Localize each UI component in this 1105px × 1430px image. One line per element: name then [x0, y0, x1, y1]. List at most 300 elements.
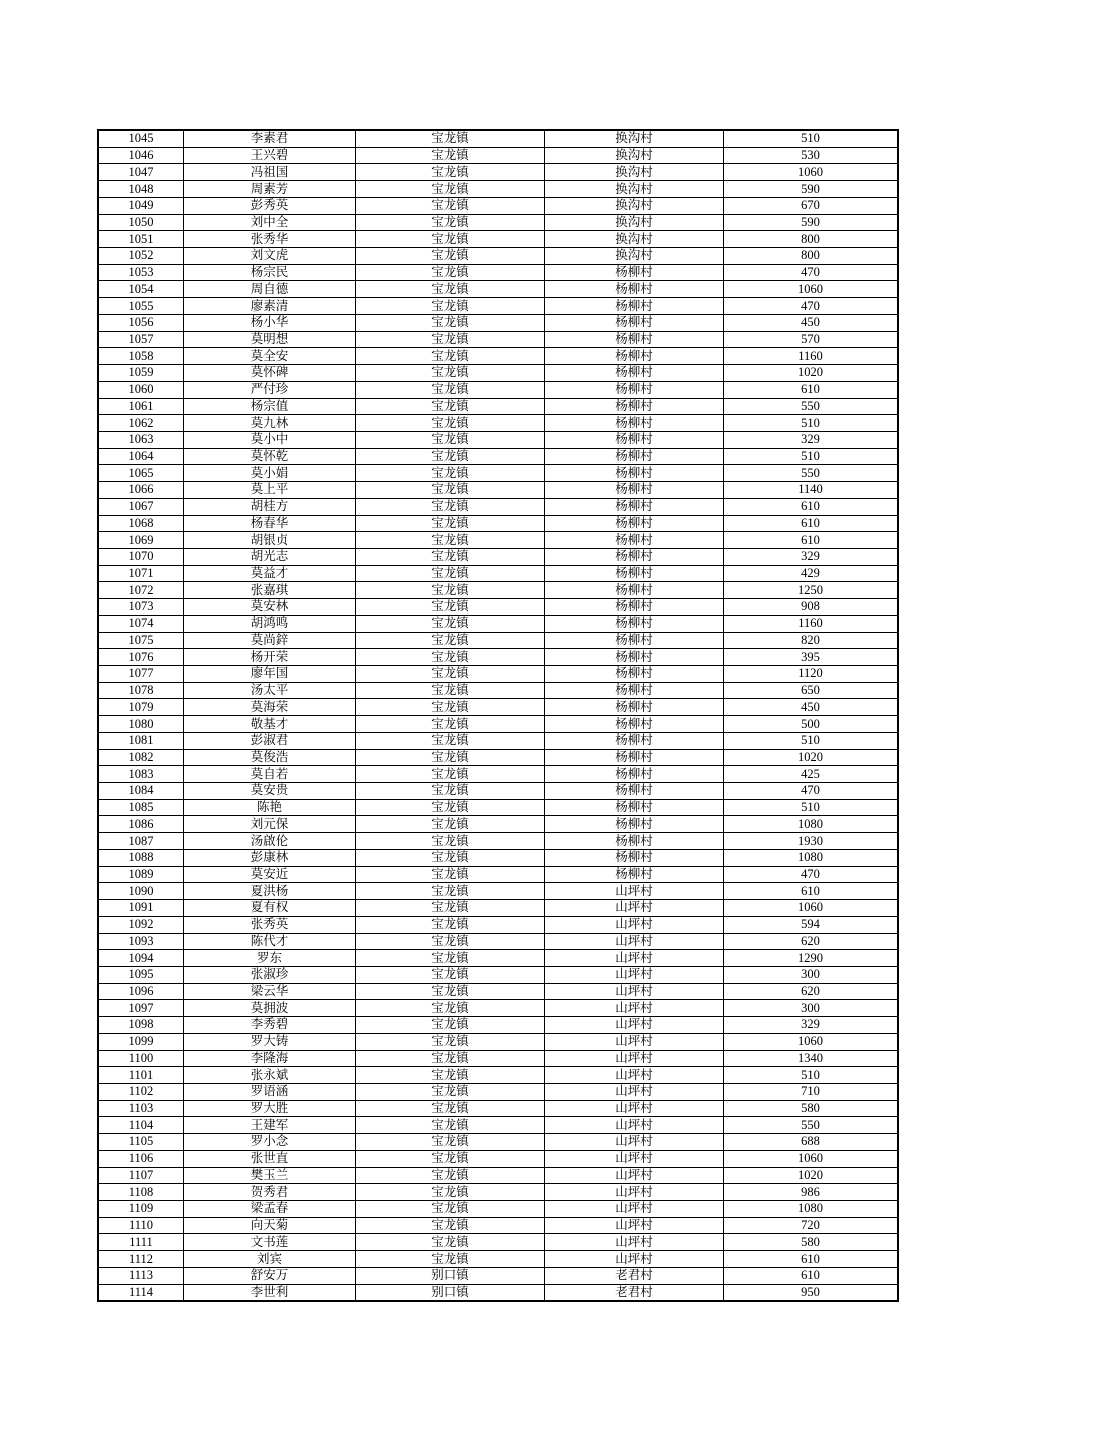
table-row — [98, 532, 898, 549]
village-cell: 山坪村 — [545, 1184, 724, 1201]
village-cell: 杨柳村 — [545, 348, 724, 365]
amount-cell: 620 — [724, 983, 899, 1000]
row-number-cell: 1068 — [98, 515, 184, 532]
row-number-cell: 1088 — [98, 849, 184, 866]
amount-cell: 580 — [724, 1234, 899, 1251]
name-cell: 罗大胜 — [184, 1100, 356, 1117]
row-number-cell: 1054 — [98, 281, 184, 298]
amount-cell: 1060 — [724, 900, 899, 917]
name-cell: 贺秀君 — [184, 1184, 356, 1201]
amount-cell: 510 — [724, 732, 899, 749]
table-row — [98, 682, 898, 699]
amount-cell: 329 — [724, 1017, 899, 1034]
town-cell: 宝龙镇 — [356, 749, 545, 766]
row-number-cell: 1053 — [98, 264, 184, 281]
village-cell: 山坪村 — [545, 983, 724, 1000]
village-cell: 杨柳村 — [545, 682, 724, 699]
name-cell: 刘中全 — [184, 214, 356, 231]
village-cell: 山坪村 — [545, 883, 724, 900]
table-row — [98, 716, 898, 733]
amount-cell: 510 — [724, 415, 899, 432]
name-cell: 杨宗值 — [184, 398, 356, 415]
table-row — [98, 649, 898, 666]
table-row — [98, 1117, 898, 1134]
table-row — [98, 666, 898, 683]
amount-cell: 470 — [724, 783, 899, 800]
name-cell: 杨春华 — [184, 515, 356, 532]
town-cell: 宝龙镇 — [356, 281, 545, 298]
village-cell: 杨柳村 — [545, 498, 724, 515]
name-cell: 莫自若 — [184, 766, 356, 783]
row-number-cell: 1056 — [98, 314, 184, 331]
village-cell: 山坪村 — [545, 1100, 724, 1117]
name-cell: 李世利 — [184, 1284, 356, 1301]
table-row — [98, 565, 898, 582]
amount-cell: 470 — [724, 866, 899, 883]
table-row — [98, 866, 898, 883]
name-cell: 向天菊 — [184, 1217, 356, 1234]
village-cell: 山坪村 — [545, 950, 724, 967]
town-cell: 宝龙镇 — [356, 632, 545, 649]
table-row — [98, 1100, 898, 1117]
row-number-cell: 1060 — [98, 381, 184, 398]
town-cell: 宝龙镇 — [356, 365, 545, 382]
name-cell: 罗语涵 — [184, 1083, 356, 1100]
amount-cell: 1020 — [724, 365, 899, 382]
town-cell: 宝龙镇 — [356, 498, 545, 515]
row-number-cell: 1052 — [98, 248, 184, 265]
row-number-cell: 1073 — [98, 599, 184, 616]
amount-cell: 1020 — [724, 749, 899, 766]
name-cell: 杨小华 — [184, 314, 356, 331]
town-cell: 宝龙镇 — [356, 1050, 545, 1067]
row-number-cell: 1092 — [98, 916, 184, 933]
village-cell: 杨柳村 — [545, 482, 724, 499]
name-cell: 张秀华 — [184, 231, 356, 248]
town-cell: 宝龙镇 — [356, 1251, 545, 1268]
village-cell: 换沟村 — [545, 181, 724, 198]
row-number-cell: 1085 — [98, 799, 184, 816]
village-cell: 杨柳村 — [545, 398, 724, 415]
town-cell: 别口镇 — [356, 1284, 545, 1301]
name-cell: 汤太平 — [184, 682, 356, 699]
amount-cell: 395 — [724, 649, 899, 666]
table-row — [98, 632, 898, 649]
town-cell: 宝龙镇 — [356, 716, 545, 733]
town-cell: 宝龙镇 — [356, 1134, 545, 1151]
row-number-cell: 1077 — [98, 666, 184, 683]
name-cell: 彭秀英 — [184, 197, 356, 214]
town-cell: 宝龙镇 — [356, 1184, 545, 1201]
village-cell: 杨柳村 — [545, 448, 724, 465]
town-cell: 宝龙镇 — [356, 415, 545, 432]
table-row — [98, 465, 898, 482]
table-row — [98, 1134, 898, 1151]
town-cell: 宝龙镇 — [356, 699, 545, 716]
town-cell: 宝龙镇 — [356, 298, 545, 315]
row-number-cell: 1074 — [98, 615, 184, 632]
row-number-cell: 1084 — [98, 783, 184, 800]
table-row — [98, 916, 898, 933]
name-cell: 罗大铸 — [184, 1033, 356, 1050]
town-cell: 宝龙镇 — [356, 164, 545, 181]
town-cell: 宝龙镇 — [356, 1100, 545, 1117]
town-cell: 宝龙镇 — [356, 682, 545, 699]
amount-cell: 470 — [724, 298, 899, 315]
table-row — [98, 498, 898, 515]
amount-cell: 590 — [724, 181, 899, 198]
name-cell: 杨宗民 — [184, 264, 356, 281]
village-cell: 山坪村 — [545, 933, 724, 950]
village-cell: 杨柳村 — [545, 749, 724, 766]
row-number-cell: 1111 — [98, 1234, 184, 1251]
row-number-cell: 1087 — [98, 833, 184, 850]
table-body — [98, 130, 898, 1301]
village-cell: 杨柳村 — [545, 666, 724, 683]
amount-cell: 720 — [724, 1217, 899, 1234]
town-cell: 宝龙镇 — [356, 248, 545, 265]
town-cell: 宝龙镇 — [356, 1234, 545, 1251]
amount-cell: 594 — [724, 916, 899, 933]
amount-cell: 650 — [724, 682, 899, 699]
name-cell: 周素芳 — [184, 181, 356, 198]
table-row — [98, 1201, 898, 1218]
village-cell: 杨柳村 — [545, 649, 724, 666]
row-number-cell: 1082 — [98, 749, 184, 766]
table-row — [98, 164, 898, 181]
row-number-cell: 1098 — [98, 1017, 184, 1034]
table-row — [98, 431, 898, 448]
amount-cell: 500 — [724, 716, 899, 733]
town-cell: 宝龙镇 — [356, 214, 545, 231]
table-row — [98, 1067, 898, 1084]
row-number-cell: 1103 — [98, 1100, 184, 1117]
town-cell: 宝龙镇 — [356, 1033, 545, 1050]
name-cell: 莫小中 — [184, 431, 356, 448]
town-cell: 宝龙镇 — [356, 933, 545, 950]
name-cell: 杨开荣 — [184, 649, 356, 666]
town-cell: 宝龙镇 — [356, 783, 545, 800]
name-cell: 严付珍 — [184, 381, 356, 398]
table-row — [98, 181, 898, 198]
table-row — [98, 264, 898, 281]
amount-cell: 470 — [724, 264, 899, 281]
table-row — [98, 599, 898, 616]
amount-cell: 510 — [724, 1067, 899, 1084]
amount-cell: 425 — [724, 766, 899, 783]
table-row — [98, 983, 898, 1000]
row-number-cell: 1083 — [98, 766, 184, 783]
table-row — [98, 950, 898, 967]
village-cell: 山坪村 — [545, 1134, 724, 1151]
table-row — [98, 883, 898, 900]
town-cell: 宝龙镇 — [356, 147, 545, 164]
town-cell: 宝龙镇 — [356, 465, 545, 482]
amount-cell: 300 — [724, 1000, 899, 1017]
row-number-cell: 1093 — [98, 933, 184, 950]
name-cell: 梁云华 — [184, 983, 356, 1000]
name-cell: 莫安林 — [184, 599, 356, 616]
village-cell: 山坪村 — [545, 1017, 724, 1034]
amount-cell: 1160 — [724, 348, 899, 365]
name-cell: 李秀碧 — [184, 1017, 356, 1034]
table-row — [98, 298, 898, 315]
town-cell: 宝龙镇 — [356, 1167, 545, 1184]
row-number-cell: 1089 — [98, 866, 184, 883]
amount-cell: 1250 — [724, 582, 899, 599]
village-cell: 老君村 — [545, 1267, 724, 1284]
amount-cell: 510 — [724, 448, 899, 465]
village-cell: 杨柳村 — [545, 632, 724, 649]
table-row — [98, 582, 898, 599]
row-number-cell: 1075 — [98, 632, 184, 649]
town-cell: 宝龙镇 — [356, 181, 545, 198]
row-number-cell: 1102 — [98, 1083, 184, 1100]
village-cell: 杨柳村 — [545, 716, 724, 733]
village-cell: 山坪村 — [545, 1083, 724, 1100]
village-cell: 老君村 — [545, 1284, 724, 1301]
name-cell: 夏洪杨 — [184, 883, 356, 900]
town-cell: 宝龙镇 — [356, 900, 545, 917]
table-row — [98, 248, 898, 265]
town-cell: 宝龙镇 — [356, 883, 545, 900]
table-row — [98, 1000, 898, 1017]
row-number-cell: 1072 — [98, 582, 184, 599]
table-row — [98, 1083, 898, 1100]
table-row — [98, 615, 898, 632]
amount-cell: 329 — [724, 431, 899, 448]
village-cell: 杨柳村 — [545, 849, 724, 866]
row-number-cell: 1095 — [98, 966, 184, 983]
village-cell: 杨柳村 — [545, 833, 724, 850]
row-number-cell: 1069 — [98, 532, 184, 549]
amount-cell: 610 — [724, 883, 899, 900]
town-cell: 宝龙镇 — [356, 849, 545, 866]
name-cell: 彭淑君 — [184, 732, 356, 749]
name-cell: 樊玉兰 — [184, 1167, 356, 1184]
name-cell: 汤啟伦 — [184, 833, 356, 850]
table-row — [98, 381, 898, 398]
name-cell: 胡桂方 — [184, 498, 356, 515]
table-row — [98, 732, 898, 749]
town-cell: 宝龙镇 — [356, 448, 545, 465]
village-cell: 杨柳村 — [545, 816, 724, 833]
amount-cell: 450 — [724, 314, 899, 331]
village-cell: 山坪村 — [545, 966, 724, 983]
name-cell: 廖年国 — [184, 666, 356, 683]
name-cell: 刘元保 — [184, 816, 356, 833]
town-cell: 宝龙镇 — [356, 833, 545, 850]
town-cell: 宝龙镇 — [356, 348, 545, 365]
village-cell: 杨柳村 — [545, 783, 724, 800]
town-cell: 宝龙镇 — [356, 515, 545, 532]
name-cell: 陈艳 — [184, 799, 356, 816]
table-row — [98, 1167, 898, 1184]
name-cell: 廖素清 — [184, 298, 356, 315]
amount-cell: 610 — [724, 532, 899, 549]
row-number-cell: 1086 — [98, 816, 184, 833]
town-cell: 宝龙镇 — [356, 666, 545, 683]
name-cell: 文书莲 — [184, 1234, 356, 1251]
name-cell: 舒安万 — [184, 1267, 356, 1284]
village-cell: 杨柳村 — [545, 582, 724, 599]
name-cell: 莫怀碑 — [184, 365, 356, 382]
name-cell: 张永斌 — [184, 1067, 356, 1084]
town-cell: 宝龙镇 — [356, 1217, 545, 1234]
table-row — [98, 1017, 898, 1034]
table-row — [98, 966, 898, 983]
town-cell: 宝龙镇 — [356, 1150, 545, 1167]
town-cell: 宝龙镇 — [356, 1117, 545, 1134]
village-cell: 换沟村 — [545, 231, 724, 248]
amount-cell: 590 — [724, 214, 899, 231]
row-number-cell: 1079 — [98, 699, 184, 716]
row-number-cell: 1081 — [98, 732, 184, 749]
town-cell: 宝龙镇 — [356, 398, 545, 415]
data-table — [97, 129, 899, 1302]
name-cell: 梁孟春 — [184, 1201, 356, 1218]
table-row — [98, 214, 898, 231]
town-cell: 宝龙镇 — [356, 599, 545, 616]
row-number-cell: 1109 — [98, 1201, 184, 1218]
village-cell: 杨柳村 — [545, 599, 724, 616]
row-number-cell: 1070 — [98, 548, 184, 565]
town-cell: 宝龙镇 — [356, 1083, 545, 1100]
amount-cell: 1060 — [724, 1033, 899, 1050]
row-number-cell: 1055 — [98, 298, 184, 315]
table-row — [98, 515, 898, 532]
village-cell: 杨柳村 — [545, 431, 724, 448]
amount-cell: 510 — [724, 799, 899, 816]
row-number-cell: 1065 — [98, 465, 184, 482]
name-cell: 李素君 — [184, 130, 356, 147]
row-number-cell: 1091 — [98, 900, 184, 917]
town-cell: 宝龙镇 — [356, 966, 545, 983]
row-number-cell: 1108 — [98, 1184, 184, 1201]
name-cell: 王兴碧 — [184, 147, 356, 164]
row-number-cell: 1097 — [98, 1000, 184, 1017]
village-cell: 山坪村 — [545, 1251, 724, 1268]
village-cell: 杨柳村 — [545, 365, 724, 382]
row-number-cell: 1100 — [98, 1050, 184, 1067]
village-cell: 山坪村 — [545, 900, 724, 917]
amount-cell: 1290 — [724, 950, 899, 967]
amount-cell: 450 — [724, 699, 899, 716]
amount-cell: 570 — [724, 331, 899, 348]
row-number-cell: 1047 — [98, 164, 184, 181]
amount-cell: 550 — [724, 398, 899, 415]
town-cell: 宝龙镇 — [356, 548, 545, 565]
name-cell: 莫海荣 — [184, 699, 356, 716]
row-number-cell: 1050 — [98, 214, 184, 231]
village-cell: 杨柳村 — [545, 866, 724, 883]
table-row — [98, 1150, 898, 1167]
row-number-cell: 1114 — [98, 1284, 184, 1301]
name-cell: 胡光志 — [184, 548, 356, 565]
row-number-cell: 1057 — [98, 331, 184, 348]
table-row — [98, 849, 898, 866]
amount-cell: 710 — [724, 1083, 899, 1100]
table-row — [98, 1217, 898, 1234]
village-cell: 杨柳村 — [545, 298, 724, 315]
name-cell: 莫益才 — [184, 565, 356, 582]
row-number-cell: 1096 — [98, 983, 184, 1000]
table-row — [98, 1050, 898, 1067]
name-cell: 冯祖国 — [184, 164, 356, 181]
amount-cell: 610 — [724, 515, 899, 532]
row-number-cell: 1066 — [98, 482, 184, 499]
name-cell: 莫九林 — [184, 415, 356, 432]
table-row — [98, 900, 898, 917]
village-cell: 杨柳村 — [545, 732, 724, 749]
village-cell: 杨柳村 — [545, 465, 724, 482]
amount-cell: 1080 — [724, 816, 899, 833]
town-cell: 宝龙镇 — [356, 615, 545, 632]
table-row — [98, 1251, 898, 1268]
amount-cell: 510 — [724, 130, 899, 147]
row-number-cell: 1105 — [98, 1134, 184, 1151]
amount-cell: 610 — [724, 498, 899, 515]
town-cell: 宝龙镇 — [356, 331, 545, 348]
name-cell: 莫俊浩 — [184, 749, 356, 766]
town-cell: 宝龙镇 — [356, 582, 545, 599]
table-row — [98, 147, 898, 164]
table-row — [98, 130, 898, 147]
town-cell: 宝龙镇 — [356, 916, 545, 933]
village-cell: 杨柳村 — [545, 532, 724, 549]
amount-cell: 300 — [724, 966, 899, 983]
name-cell: 王建军 — [184, 1117, 356, 1134]
village-cell: 山坪村 — [545, 1067, 724, 1084]
village-cell: 山坪村 — [545, 1201, 724, 1218]
name-cell: 胡银贞 — [184, 532, 356, 549]
town-cell: 宝龙镇 — [356, 816, 545, 833]
name-cell: 张世直 — [184, 1150, 356, 1167]
town-cell: 宝龙镇 — [356, 130, 545, 147]
amount-cell: 620 — [724, 933, 899, 950]
amount-cell: 429 — [724, 565, 899, 582]
table-row — [98, 1033, 898, 1050]
town-cell: 宝龙镇 — [356, 649, 545, 666]
amount-cell: 688 — [724, 1134, 899, 1151]
row-number-cell: 1078 — [98, 682, 184, 699]
village-cell: 杨柳村 — [545, 264, 724, 281]
table-row — [98, 1267, 898, 1284]
name-cell: 刘文虎 — [184, 248, 356, 265]
town-cell: 宝龙镇 — [356, 1000, 545, 1017]
row-number-cell: 1112 — [98, 1251, 184, 1268]
amount-cell: 610 — [724, 381, 899, 398]
amount-cell: 1060 — [724, 281, 899, 298]
village-cell: 杨柳村 — [545, 548, 724, 565]
amount-cell: 820 — [724, 632, 899, 649]
village-cell: 杨柳村 — [545, 415, 724, 432]
amount-cell: 1120 — [724, 666, 899, 683]
village-cell: 换沟村 — [545, 164, 724, 181]
village-cell: 杨柳村 — [545, 565, 724, 582]
village-cell: 杨柳村 — [545, 799, 724, 816]
row-number-cell: 1048 — [98, 181, 184, 198]
table-row — [98, 482, 898, 499]
town-cell: 宝龙镇 — [356, 197, 545, 214]
row-number-cell: 1101 — [98, 1067, 184, 1084]
name-cell: 夏有权 — [184, 900, 356, 917]
row-number-cell: 1045 — [98, 130, 184, 147]
table-row — [98, 281, 898, 298]
name-cell: 张秀英 — [184, 916, 356, 933]
amount-cell: 1140 — [724, 482, 899, 499]
amount-cell: 530 — [724, 147, 899, 164]
